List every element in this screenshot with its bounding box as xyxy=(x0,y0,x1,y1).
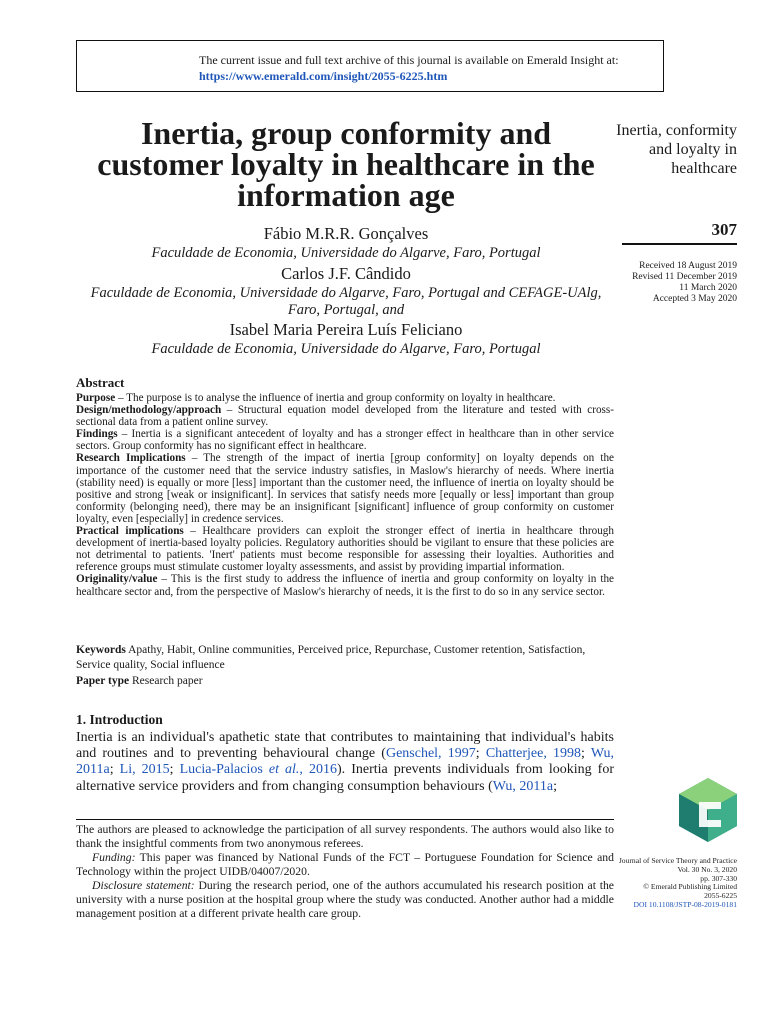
abstract-practical-implications xyxy=(76,525,614,573)
citation-link[interactable] xyxy=(180,762,337,777)
author-name: Fábio M.R.R. Gonçalves xyxy=(263,224,429,243)
abstract-design xyxy=(76,404,614,428)
journal-name: Journal of Service Theory and Practice xyxy=(618,856,737,865)
date-accepted: Accepted 3 May 2020 xyxy=(652,294,737,304)
abstract-heading: Abstract xyxy=(76,375,125,390)
date-received: Received 18 August 2019 xyxy=(639,261,737,271)
date-revised: Revised 11 December 2019 xyxy=(632,272,737,282)
author-affiliation: Faculdade de Economia, Universidade do Algarve, Faro, Portugal xyxy=(151,341,541,357)
abstract-text: – Structural equation model developed from the literature and tested with cross-sectional data from a patient online survey. xyxy=(76,404,614,429)
page-number: 307 xyxy=(711,220,737,239)
abstract-body xyxy=(76,392,614,598)
keywords-label: Keywords xyxy=(76,644,126,656)
journal-info xyxy=(600,857,737,910)
journal-volume: Vol. 30 No. 3, 2020 xyxy=(677,864,737,874)
author-affiliation: Faculdade de Economia, Universidade do Algarve, Faro, Portugal xyxy=(151,245,541,261)
abstract-label: Findings xyxy=(76,428,118,441)
keywords xyxy=(76,643,614,673)
author-name: Carlos J.F. Cândido xyxy=(281,264,411,283)
author-name: Isabel Maria Pereira Luís Feliciano xyxy=(229,320,463,339)
disclosure-text: During the research period, one of the authors accumulated his research position at the university with a nurse position at the hospital group where the study was conducted. Another author had a middle management position at a different private health care group. xyxy=(76,879,614,920)
footnote-rule xyxy=(76,819,614,820)
archive-notice-text: The current issue and full text archive of this journal is available on Emerald Insight at: xyxy=(199,53,619,67)
disclosure-label: Disclosure statement: xyxy=(92,879,195,892)
abstract-label: Practical implications xyxy=(76,525,184,538)
citation-link[interactable]: Genschel, 1997 xyxy=(385,746,476,762)
introduction-paragraph xyxy=(76,730,614,795)
citation-author: Lucia-Palacios xyxy=(179,762,269,778)
abstract-findings xyxy=(76,428,614,452)
intro-text: ; xyxy=(553,778,558,794)
intro-text: ; xyxy=(109,762,120,778)
journal-issn: 2055-6225 xyxy=(704,891,737,901)
intro-text: ). Inertia prevents individuals from looking for alternative service providers and from changing consumption behaviours ( xyxy=(76,762,614,794)
intro-text: ; xyxy=(169,762,180,778)
date-revised-2: 11 March 2020 xyxy=(679,283,737,293)
abstract-purpose xyxy=(76,392,614,404)
paper-type-value: Research paper xyxy=(129,675,203,687)
abstract-text: – Inertia is a significant antecedent of loyalty and has a stronger effect in healthcare than in other service sectors. Group conformity has no significant effect in healthcare. xyxy=(76,428,614,453)
doi-link[interactable]: DOI 10.1108/JSTP-08-2019-0181 xyxy=(633,899,737,909)
intro-text: ; xyxy=(581,746,591,762)
keywords-list: Apathy, Habit, Online communities, Perceived price, Repurchase, Customer retention, Satisfaction, Service quality, Social influence xyxy=(76,644,586,671)
abstract-text: – This is the first study to address the influence of inertia and group conformity on loyalty in the healthcare sector and, from the perspective of Maslow's hierarchy of needs, it is the first to do so in any service sector. xyxy=(76,573,614,598)
abstract-label: Purpose xyxy=(76,392,116,404)
abstract-text: – Healthcare providers can exploit the stronger effect of inertia in healthcare through development of inertia-based loyalty policies. Regulatory authorities should be vigilant to ensure that these policies are not detrimental to patients. 'Inert' patients must become responsible for assessing their loyalties. Authorities and reference groups must stimulate customer loyalty assessments, and assist by providing impartial information. xyxy=(76,525,614,574)
funding-note xyxy=(76,851,614,879)
citation-year: , 2016 xyxy=(299,762,337,778)
disclosure-note xyxy=(76,879,614,921)
journal-logo-icon xyxy=(677,776,739,844)
abstract-originality xyxy=(76,573,614,597)
journal-pages: pp. 307-330 xyxy=(700,873,737,883)
author-affiliation: Faculdade de Economia, Universidade do Algarve, Faro, Portugal and CEFAGE-UAlg, Faro, Portugal, and xyxy=(90,285,602,318)
abstract-label: Originality/value xyxy=(76,573,158,586)
abstract-label: Research Implications xyxy=(76,452,186,465)
intro-text: ; xyxy=(475,746,486,762)
citation-link[interactable]: Li, 2015 xyxy=(119,762,170,778)
citation-link[interactable]: Wu, 2011a xyxy=(76,746,615,778)
running-title: Inertia, conformity and loyalty in healthcare xyxy=(616,122,737,177)
abstract-label: Design/methodology/approach xyxy=(76,404,222,417)
acknowledgement: The authors are pleased to acknowledge the participation of all survey respondents. The authors would also like to thank the insightful comments from two anonymous referees. xyxy=(76,823,614,850)
abstract-text: – The purpose is to analyse the influence of inertia and group conformity on loyalty in healthcare. xyxy=(115,392,556,404)
funding-label: Funding: xyxy=(92,851,136,864)
archive-url-link[interactable]: https://www.emerald.com/insight/2055-6225.htm xyxy=(199,69,448,83)
citation-etal: et al. xyxy=(268,762,300,778)
history-dates xyxy=(600,261,737,305)
intro-text: Inertia is an individual's apathetic state that contributes to maintaining that individual's habits and routines and to preventing behavioural change ( xyxy=(76,730,614,762)
funding-text: This paper was financed by National Funds of the FCT – Portuguese Foundation for Science and Technology within the project UIDB/04007/2020. xyxy=(76,851,614,878)
abstract-research-implications xyxy=(76,452,614,525)
page-number-rule xyxy=(622,243,737,245)
citation-link[interactable]: Chatterjee, 1998 xyxy=(485,746,582,762)
paper-type-label: Paper type xyxy=(76,675,130,687)
citation-link[interactable]: Wu, 2011a xyxy=(492,778,554,794)
archive-notice-box xyxy=(76,40,664,92)
section-heading-introduction: 1. Introduction xyxy=(76,712,163,727)
journal-publisher: © Emerald Publishing Limited xyxy=(643,882,737,892)
abstract-text: – The strength of the impact of inertia [group conformity] on loyalty depends on the importance of the customer need that the service industry satisfies, in Maslow's hierarchy of needs. Where inertia (stability need) is equally or more [less] important than the customer need, the influence of inertia on loyalty should be positive and strong [weak or insignificant]. In services that satisfy needs more [equally or less] important than group conformity (belonging need), there may be an insignificant [significant] influence of group conformity on customer loyalty, even [especially] in credence services. xyxy=(76,452,615,525)
paper-title: Inertia, group conformity and customer loyalty in healthcare in the information age xyxy=(97,115,595,213)
paper-type xyxy=(76,675,614,687)
footnotes xyxy=(76,823,614,921)
